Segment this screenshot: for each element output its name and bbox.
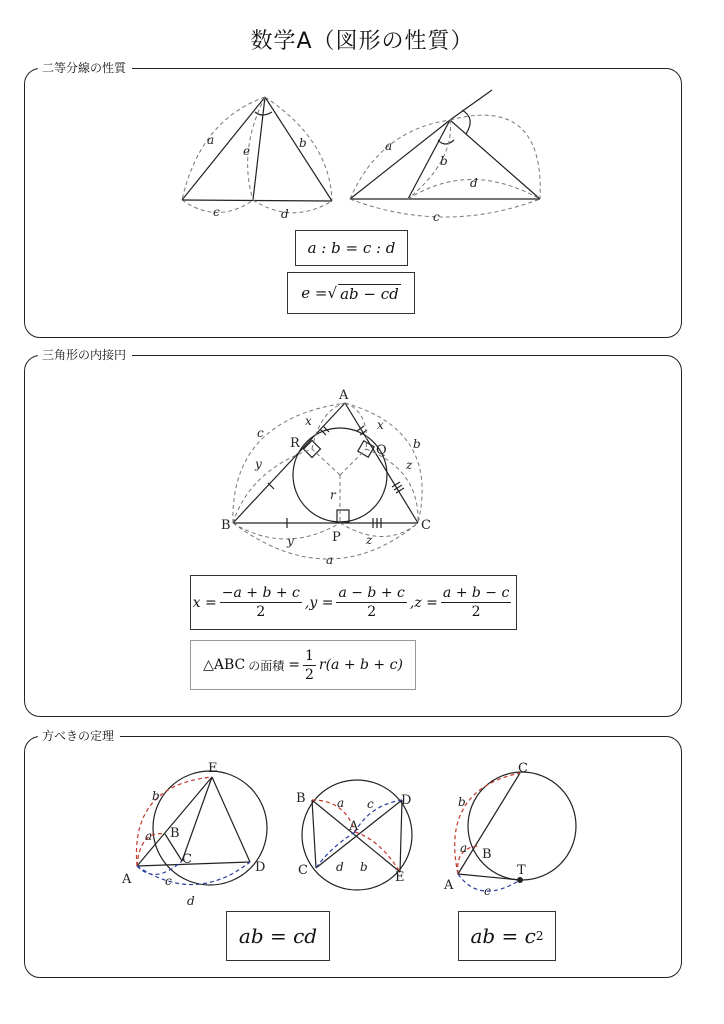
label-x: x	[377, 418, 384, 432]
formula-tangent-lengths	[190, 575, 517, 630]
frac-z-den: 2	[471, 604, 481, 620]
label-z: z	[406, 458, 413, 472]
formula-area	[190, 640, 416, 690]
label-a: a	[460, 841, 468, 855]
frac-z-num: a + b − c	[442, 585, 510, 601]
area-rest: r(a + b + c)	[318, 657, 403, 673]
label-C: C	[298, 863, 308, 878]
label-b: b	[360, 860, 368, 874]
label-b: b	[413, 437, 421, 451]
formula-power-secant	[226, 911, 330, 961]
frac-area-den: 2	[304, 666, 314, 683]
sqrt-symbol: √	[327, 284, 338, 302]
label-C: C	[518, 761, 528, 776]
label-B: B	[170, 826, 180, 841]
label-c: c	[367, 797, 374, 811]
label-d: d	[187, 894, 195, 908]
area-prefix: △ABC	[203, 657, 246, 673]
formula-ab-c: ab = c	[470, 924, 536, 948]
formula-y-lhs: ,y =	[304, 594, 334, 611]
label-c: c	[213, 205, 220, 219]
formula-ratio-text: a : b = c : d	[307, 239, 396, 257]
formula-bisector-length	[287, 272, 415, 314]
label-P: P	[332, 530, 341, 545]
section-title: 三角形の内接円	[38, 348, 132, 362]
label-d: d	[336, 860, 344, 874]
label-c: c	[165, 874, 172, 888]
frac-x-num: −a + b + c	[221, 585, 300, 601]
label-a: a	[326, 553, 334, 567]
label-y: y	[287, 534, 294, 548]
formula-exponent: 2	[535, 929, 544, 943]
formula-ab-cd: ab = cd	[238, 924, 318, 948]
label-y: y	[255, 457, 262, 471]
area-eq: =	[288, 657, 300, 673]
formula-x-lhs: x =	[192, 594, 217, 611]
section-title: 二等分線の性質	[38, 61, 132, 75]
label-R: R	[290, 436, 300, 451]
frac-y-den: 2	[367, 604, 377, 620]
label-e: e	[243, 144, 251, 158]
label-d: d	[470, 176, 478, 190]
label-A: A	[349, 819, 359, 834]
label-a: a	[337, 796, 345, 810]
label-a: a	[207, 133, 215, 147]
label-B: B	[482, 847, 492, 862]
incircle-figure	[0, 340, 724, 580]
area-word: の面積	[248, 658, 285, 673]
frac-x-den: 2	[256, 604, 266, 620]
label-A: A	[122, 872, 132, 887]
label-c: c	[484, 884, 491, 898]
label-B: B	[296, 791, 306, 806]
formula-z-lhs: ,z =	[409, 594, 438, 611]
power-of-point-figures	[0, 740, 724, 920]
label-A: A	[339, 388, 349, 403]
label-C: C	[182, 852, 192, 867]
label-D: D	[255, 860, 266, 875]
label-D: D	[401, 793, 412, 808]
label-B: B	[221, 518, 231, 533]
frac-y-num: a − b + c	[338, 585, 405, 601]
label-x: x	[305, 414, 312, 428]
formula-ratio	[295, 230, 408, 266]
formula-e-lhs: e =	[301, 284, 328, 302]
label-E: E	[208, 761, 218, 776]
label-c: c	[433, 210, 440, 224]
page-title: 数学A（図形の性質）	[250, 29, 474, 54]
formula-e-radicand: ab − cd	[340, 284, 399, 303]
label-C: C	[421, 518, 431, 533]
frac-z	[441, 585, 511, 620]
label-E: E	[395, 870, 405, 885]
label-b: b	[440, 154, 448, 168]
label-a: a	[145, 829, 153, 843]
formula-power-tangent	[458, 911, 556, 961]
frac-area-num: 1	[304, 647, 314, 664]
label-A: A	[444, 878, 454, 893]
label-T: T	[517, 863, 526, 878]
frac-area	[303, 648, 316, 683]
label-a: a	[385, 139, 393, 153]
label-z: z	[366, 533, 373, 547]
label-c: c	[257, 426, 264, 440]
label-Q: Q	[376, 443, 387, 458]
label-r: r	[330, 488, 336, 502]
frac-x	[220, 585, 302, 620]
label-b: b	[458, 795, 466, 809]
label-d: d	[281, 207, 289, 221]
section-title: 方べきの定理	[38, 729, 120, 743]
label-b: b	[152, 789, 160, 803]
frac-y	[336, 585, 406, 620]
label-b: b	[299, 136, 307, 150]
